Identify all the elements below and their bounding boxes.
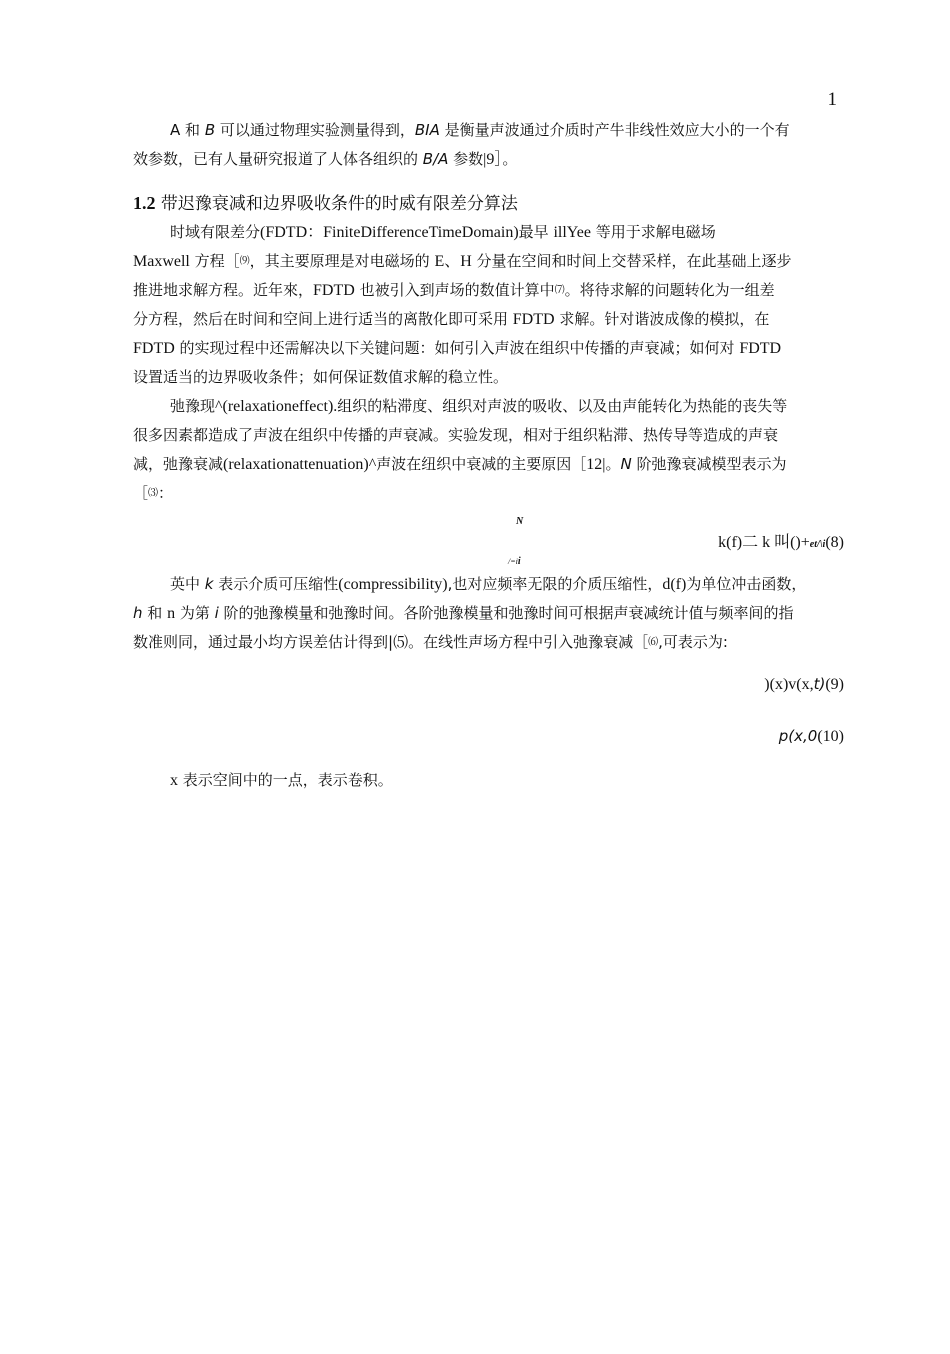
paragraph-2-line-6: 设置适当的边界吸收条件；如何保证数值求解的稳立性。 xyxy=(133,368,509,386)
paragraph-3-line-2: 很多因素都造成了声波在组织中传播的声衰减。实验发现，相对于组织粘滞、热传导等造成的声衰 xyxy=(133,426,779,444)
paragraph-4 xyxy=(133,570,845,657)
equation-9: )(x)v(x,t)(9) xyxy=(764,675,844,693)
equation-8-sum-upper: N xyxy=(516,516,524,527)
equation-8-sum-lower: /=ii xyxy=(508,556,521,567)
paragraph-2-line-4: 分方程，然后在时间和空间上进行适当的离散化即可采用 FDTD 求解。针对谐波成像的模拟，在 xyxy=(133,310,770,328)
paragraph-1-line-1: A 和 B 可以通过物理实验测量得到，BIA 是衡量声波通过介质时产牛非线性效应大小的一个有 xyxy=(170,121,790,139)
paragraph-5-line-1: x 表示空间中的一点，表示卷积。 xyxy=(170,771,393,789)
paragraph-4-line-2: h 和 n 为第 i 阶的弛豫模量和弛豫时间。各阶弛豫模量和弛豫时间可根据声衰减统计值与频率间的指 xyxy=(133,604,794,622)
paragraph-1-line-2: 效参数，已有人量研究报道了人体各组织的 B/A 参数|9］。 xyxy=(133,150,518,168)
equation-8: k(f)二 k 叫()+et/\i(8) xyxy=(718,534,844,551)
paragraph-5 xyxy=(133,766,845,795)
paragraph-2-line-2: Maxwell 方程［⑼，其主要原理是对电磁场的 E、H 分量在空间和时间上交替采样，在此基础上逐步 xyxy=(133,252,792,270)
paragraph-4-line-3: 数准则同，通过最小均方误差估计得到|⑸。在线性声场方程中引入弛豫衰减［⑹,可表示为: xyxy=(133,633,728,651)
paragraph-2-line-5: FDTD 的实现过程中还需解决以下关键问题：如何引入声波在组织中传播的声衰减；如何对 FDTD xyxy=(133,339,782,357)
paragraph-3-line-3: 减，弛豫衰减(relaxationattenuation)^声波在纽织中衰减的主要原因［12|。N 阶弛豫衰减模型表示为 xyxy=(133,455,787,473)
page-number: 1 xyxy=(827,89,837,110)
paragraph-4-line-1: 英中 k 表示介质可压缩性(compressibility),也对应频率无限的介质压缩性，d(f)为单位冲击函数， xyxy=(170,575,807,593)
paragraph-3-line-4: ［⑶： xyxy=(133,484,174,502)
paragraph-2-line-3: 推进地求解方程。近年來，FDTD 也被引入到声场的数值计算中⑺。将待求解的问题转化为一组差 xyxy=(133,281,775,299)
paragraph-1 xyxy=(133,116,845,174)
equation-10: p(x,0(10) xyxy=(778,727,844,745)
paragraph-2-line-1: 时域有限差分(FDTD：FiniteDifferenceTimeDomain)最早 illYee 等用于求解电磁场 xyxy=(170,223,716,241)
paragraph-3 xyxy=(133,392,845,508)
paragraph-3-line-1: 弛豫现^(relaxationeffect).组织的粘滞度、组织对声波的吸收、以及由声能转化为热能的丧失等 xyxy=(170,397,788,415)
paragraph-2 xyxy=(133,218,845,392)
section-heading: 1.2 带迟豫衰减和边界吸收条件的时威有限差分算法 xyxy=(133,193,518,214)
